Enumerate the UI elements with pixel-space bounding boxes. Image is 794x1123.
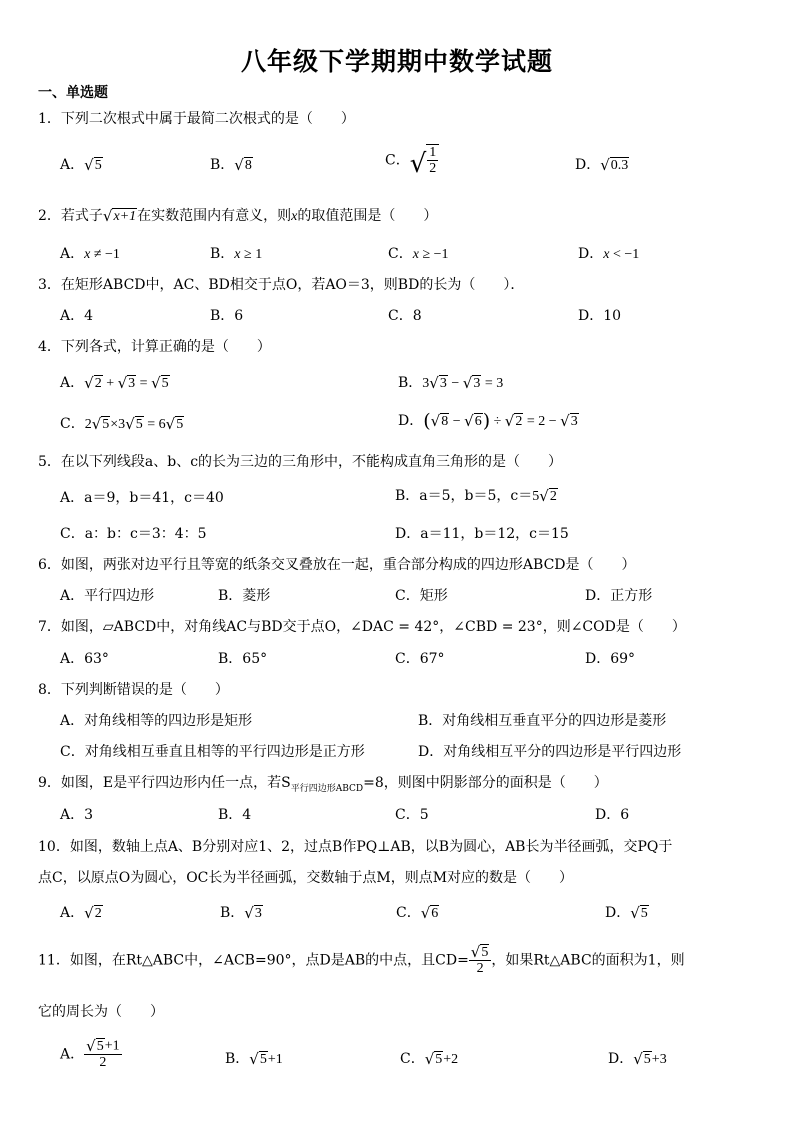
q7-option-c[interactable]: C．67° [395,651,445,667]
q3-option-d[interactable]: D．10 [578,308,622,324]
question-4-stem: 4．下列各式，计算正确的是（ ） [38,339,271,355]
q6-option-c[interactable]: C．矩形 [395,588,448,604]
q1-option-a[interactable]: A． √ 5 [60,156,102,175]
q8-option-d[interactable]: D．对角线相互平分的四边形是平行四边形 [418,744,682,760]
q4-option-b[interactable]: B．3 √ 3 − √ 3 = 3 [398,374,504,393]
question-6-stem: 6．如图，两张对边平行且等宽的纸条交叉叠放在一起，重合部分构成的四边形ABCD是（ ） [38,557,636,573]
question-11-stem-line2: 它的周长为（ ） [38,1004,164,1020]
question-10-stem-line2: 点C，以原点O为圆心，OC长为半径画弧，交数轴于点M，则点M对应的数是（ ） [38,870,574,886]
q7-option-a[interactable]: A．63° [60,651,109,667]
q2-option-c[interactable]: C．x ≥ −1 [388,246,449,262]
page-title: 八年级下学期期中数学试题 [240,47,553,76]
q2-option-a[interactable]: A．x ≠ −1 [60,246,120,262]
q5-option-c[interactable]: C．a：b：c＝3：4：5 [60,526,207,542]
q8-option-a[interactable]: A．对角线相等的四边形是矩形 [60,713,253,729]
q2-option-b[interactable]: B．x ≥ 1 [210,246,263,262]
q8-option-b[interactable]: B．对角线相互垂直平分的四边形是菱形 [418,713,667,729]
q11-option-d[interactable]: D． √ 5 +3 [608,1050,667,1069]
question-9-stem: 9．如图，E是平行四边形内任一点，若$S_{平行四边形ABCD}=8$，则图中阴影部分的面积是（ ） [38,775,608,794]
question-7-stem: 7．如图，▱ABCD中，对角线AC与BD交于点O，∠DAC = 42°，∠CBD = 23°，则∠COD是（ ） [38,619,686,635]
q11-option-c[interactable]: C． √ 5 +2 [400,1050,459,1069]
q3-option-a[interactable]: A．4 [60,308,94,324]
section-heading: 一、单选题 [38,85,108,101]
q1-option-d[interactable]: D． √ 0.3 [575,156,629,175]
q9-option-c[interactable]: C．5 [395,807,429,823]
q7-option-d[interactable]: D．69° [585,651,636,667]
q10-option-b[interactable]: B． √ 3 [220,904,262,923]
q5-option-a[interactable]: A．a＝9，b＝41，c＝40 [60,490,224,506]
question-11-stem: 11．如图，在Rt△ABC中，∠ACB=90°，点D是AB的中点，且CD= √ 5 2 ，如果Rt△ABC的面积为1，则 [38,943,685,977]
question-10-stem-line1: 10．如图，数轴上点A、B分别对应1、2，过点B作PQ⊥AB，以B为圆心，AB长为半径画弧，交PQ于 [38,839,673,855]
question-8-stem: 8．下列判断错误的是（ ） [38,682,229,698]
question-3-stem: 3．在矩形ABCD中，AC、BD相交于点O，若AO＝3，则BD的长为（ ）． [38,277,525,293]
q4-option-d[interactable]: D．( √ 8 − √ 6 ) ÷ √ 2 = 2 − √ 3 [398,410,578,432]
q11-option-a[interactable]: A． √ 5 +1 2 [60,1037,120,1071]
q3-option-b[interactable]: B．6 [210,308,244,324]
q3-option-c[interactable]: C．8 [388,308,422,324]
q10-option-d[interactable]: D． √ 5 [605,904,648,923]
q9-option-d[interactable]: D．6 [595,807,630,823]
question-5-stem: 5．在以下列线段a、b、c的长为三边的三角形中，不能构成直角三角形的是（ ） [38,454,563,470]
q4-option-a[interactable]: A． √ 2 + √ 3 = √ 5 [60,374,169,393]
q5-option-b[interactable]: B．a＝5，b＝5，c＝5 √ 2 [395,487,557,506]
q6-option-d[interactable]: D．正方形 [585,588,653,604]
q4-option-c[interactable]: C．2 √ 5 ×3 √ 5 = 6 √ 5 [60,415,184,434]
q9-option-b[interactable]: B．4 [218,807,252,823]
q2-option-d[interactable]: D．x < −1 [578,246,640,262]
q10-option-c[interactable]: C． √ 6 [396,904,439,923]
q6-option-b[interactable]: B．菱形 [218,588,271,604]
q9-option-a[interactable]: A．3 [60,807,94,823]
q11-option-b[interactable]: B． √ 5 +1 [225,1050,283,1069]
question-1-stem: 1．下列二次根式中属于最简二次根式的是（ ） [38,111,355,127]
q6-option-a[interactable]: A．平行四边形 [60,588,155,604]
q1-option-c[interactable]: C． √ $\frac{1}{2}$ [385,144,439,177]
q8-option-c[interactable]: C．对角线相互垂直且相等的平行四边形是正方形 [60,744,365,760]
q7-option-b[interactable]: B．65° [218,651,268,667]
q5-option-d[interactable]: D．a＝11，b＝12，c＝15 [395,526,569,542]
q10-option-a[interactable]: A． √ 2 [60,904,102,923]
question-2-stem: 2．若式子 √ x+1 在实数范围内有意义，则x的取值范围是（ ） [38,207,438,226]
q1-option-b[interactable]: B． √ 8 [210,156,252,175]
